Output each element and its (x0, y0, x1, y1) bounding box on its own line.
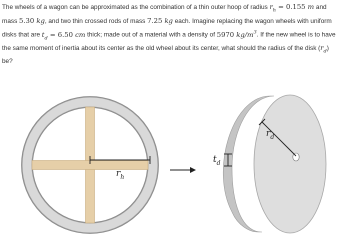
hoop-radius-label: $r_h$ (116, 169, 125, 181)
disk-face (254, 95, 326, 233)
hoop-mass-value: 5.30 kg (19, 16, 45, 25)
rod-mass-value: 7.25 kg (147, 16, 173, 25)
wagon-wheel (22, 97, 159, 234)
hoop-radius-value: 0.155 (286, 3, 306, 11)
problem-line-3: disks that are $t_d = 6.50$ cm thick; made out of a material with a density of 5970 $kg/m^3$. If the new wheel is to have (2, 29, 336, 41)
disk-radius-label: $r_d$ (266, 129, 275, 141)
problem-line-5: be? (2, 58, 13, 66)
line1-text-a: The wheels of a wagon can be approximated as the combination of a thin outer hoop of radius (2, 4, 270, 11)
disk-radius-symbol: $r_d$ (320, 44, 327, 55)
hoop-radius-symbol: $r_h = 0.155$ m (269, 3, 315, 14)
replacement-arrow (170, 167, 196, 173)
problem-line-1: The wheels of a wagon can be approximated as the combination of a thin outer hoop of radius $r_h = 0.155$ m and (2, 3, 327, 14)
uniform-disk (213, 95, 326, 233)
problem-line-2: mass 5.30 kg, and two thin crossed rods of mass 7.25 kg each. Imagine replacing the wagon wheels with uniform (2, 16, 332, 25)
disk-thickness-value: 6.50 (57, 30, 73, 39)
disk-thickness-symbol: $t_d = 6.50$ cm (41, 30, 86, 41)
disk-thickness-label: $t_d$ (213, 155, 221, 167)
density-value: 5970 $kg/m^3$ (216, 29, 257, 39)
problem-line-4: the same moment of inertia about its center as the old wheel about its center, what should the radius of the disk $(r_d)$ (2, 44, 329, 55)
